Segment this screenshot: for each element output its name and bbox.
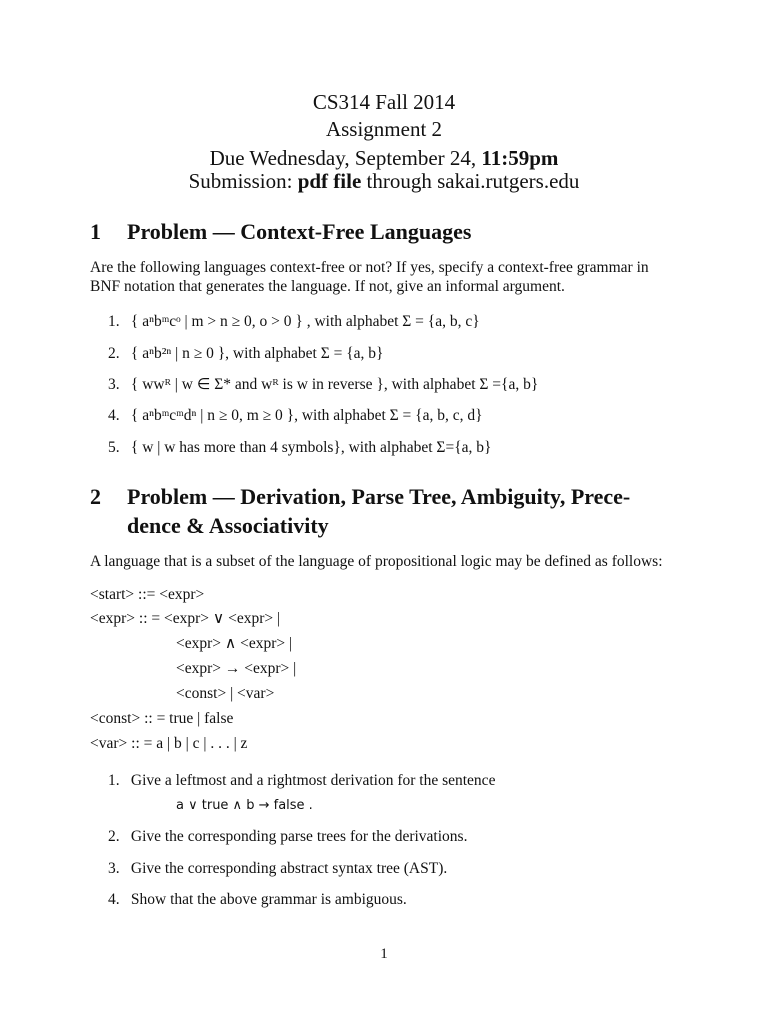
item-number: 3. [108, 376, 120, 393]
list-item [108, 375, 538, 394]
grammar-rule-var: <var> :: = a | b | c | . . . | z [90, 735, 248, 752]
section-1-intro [90, 258, 690, 296]
item-number: 2. [108, 345, 120, 362]
grammar-rule-expr-alt: <expr> → <expr> | [176, 660, 297, 677]
item-number: 1. [108, 313, 120, 330]
grammar-rule-expr: <expr> :: = <expr> ∨ <expr> | [90, 610, 281, 627]
submission-suffix: through sakai.rutgers.edu [366, 169, 580, 193]
submission-prefix: Submission: [188, 169, 293, 193]
submission-format: pdf file [297, 169, 362, 193]
item-number: 4. [108, 891, 120, 908]
item-text: Give a leftmost and a rightmost derivation for the sentence [130, 772, 496, 789]
task-item [108, 771, 495, 790]
course-title: CS314 Fall 2014 [312, 90, 456, 114]
list-item [108, 344, 383, 363]
section-title-line: dence & Associativity [127, 513, 329, 538]
intro-line: BNF notation that generates the language. If not, give an informal argument. [90, 278, 565, 295]
item-text: { aⁿbᵐcᵐdⁿ | n ≥ 0, m ≥ 0 }, with alphabet Σ = {a, b, c, d} [130, 407, 483, 424]
item-text: { aⁿbᵐcᵒ | m > n ≥ 0, o > 0 } , with alphabet Σ = {a, b, c} [130, 313, 480, 330]
intro-line: Are the following languages context-free or not? If yes, specify a context-free grammar in [90, 259, 649, 276]
example-sentence: a ∨ true ∧ b → false . [176, 798, 313, 813]
task-item [108, 859, 447, 878]
list-item [108, 438, 491, 457]
item-number: 3. [108, 860, 120, 877]
item-text: { w | w has more than 4 symbols}, with alphabet Σ={a, b} [130, 439, 492, 456]
due-time: 11:59pm [481, 146, 559, 170]
item-number: 5. [108, 439, 120, 456]
section-title: Problem — Context-Free Languages [127, 219, 472, 244]
grammar-rule-expr-alt: <expr> ∧ <expr> | [176, 635, 293, 652]
due-prefix: Due Wednesday, September 24, [209, 146, 477, 170]
grammar-rule-start: <start> ::= <expr> [90, 586, 205, 603]
section-title [127, 482, 727, 540]
item-number: 2. [108, 828, 120, 845]
section-title-line: Problem — Derivation, Parse Tree, Ambiguity, Prece- [127, 484, 631, 509]
grammar-rule-expr-alt: <const> | <var> [176, 685, 275, 702]
submission-line [0, 169, 768, 193]
list-item [108, 312, 480, 331]
section-number: 1 [90, 219, 101, 244]
item-text: Give the corresponding parse trees for the derivations. [130, 828, 468, 845]
due-date [0, 146, 768, 170]
assignment-title: Assignment 2 [325, 117, 443, 141]
task-item [108, 890, 407, 909]
page-number: 1 [380, 946, 388, 962]
grammar-rule-const: <const> :: = true | false [90, 710, 234, 727]
item-text: Give the corresponding abstract syntax tree (AST). [130, 860, 448, 877]
item-number: 1. [108, 772, 120, 789]
item-text: Show that the above grammar is ambiguous. [130, 891, 407, 908]
item-text: { aⁿb²ⁿ | n ≥ 0 }, with alphabet Σ = {a, b} [130, 345, 384, 362]
section-2-intro: A language that is a subset of the language of propositional logic may be defined as follows: [90, 553, 663, 570]
section-number: 2 [90, 484, 101, 509]
list-item [108, 406, 483, 425]
item-text: { wwᴿ | w ∈ Σ* and wᴿ is w in reverse }, with alphabet Σ ={a, b} [130, 376, 539, 393]
item-number: 4. [108, 407, 120, 424]
task-item [108, 827, 467, 846]
